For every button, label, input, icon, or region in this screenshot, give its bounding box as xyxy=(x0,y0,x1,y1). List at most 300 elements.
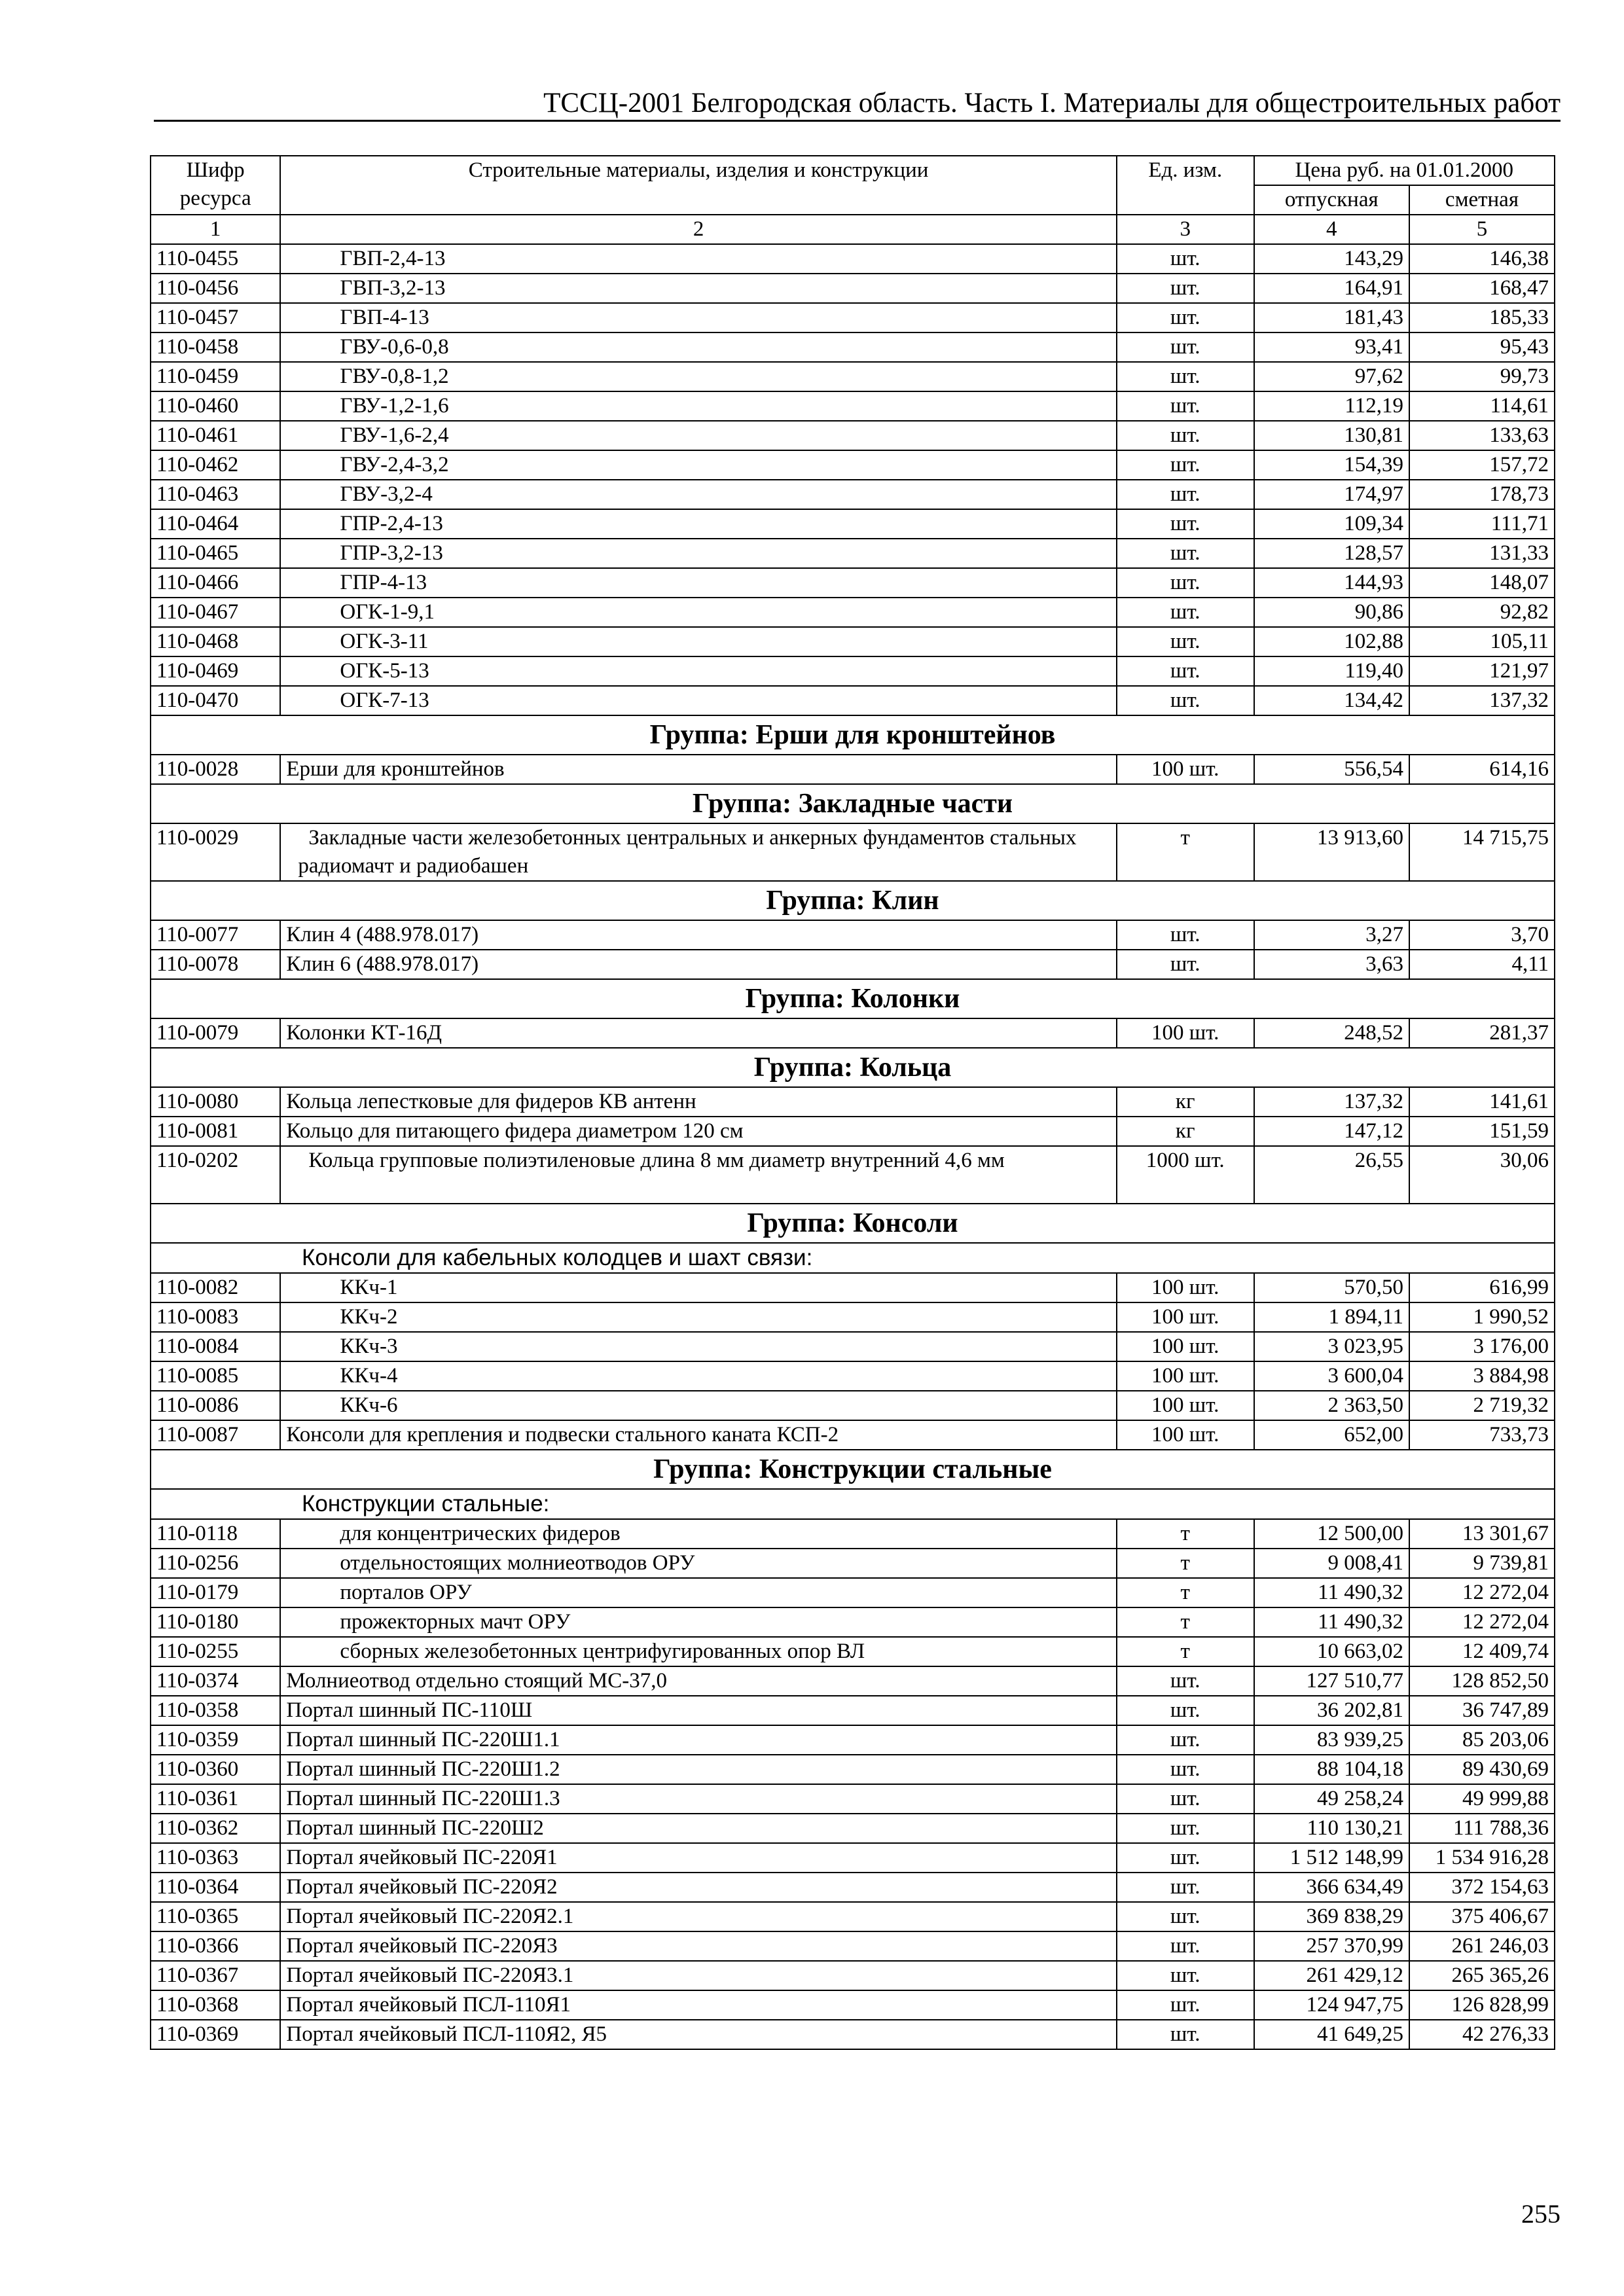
cell-code: 110-0081 xyxy=(151,1117,280,1146)
cell-release-price: 248,52 xyxy=(1254,1018,1409,1048)
cell-code: 110-0087 xyxy=(151,1420,280,1450)
subheading-row xyxy=(151,1489,1555,1519)
cell-code: 110-0460 xyxy=(151,391,280,421)
cell-estimate-price: 49 999,88 xyxy=(1409,1784,1555,1814)
cell-unit: 100 шт. xyxy=(1117,1332,1254,1361)
cell-estimate-price: 157,72 xyxy=(1409,450,1555,480)
cell-code: 110-0078 xyxy=(151,950,280,979)
cell-name: ГВП-3,2-13 xyxy=(280,274,1117,303)
cell-estimate-price: 3,70 xyxy=(1409,920,1555,950)
cell-estimate-price: 733,73 xyxy=(1409,1420,1555,1450)
cell-release-price: 570,50 xyxy=(1254,1273,1409,1302)
cell-name: Клин 4 (488.978.017) xyxy=(280,920,1117,950)
cell-code: 110-0467 xyxy=(151,598,280,627)
cell-unit: шт. xyxy=(1117,1902,1254,1931)
cell-estimate-price: 141,61 xyxy=(1409,1087,1555,1117)
cell-release-price: 90,86 xyxy=(1254,598,1409,627)
group-title: Группа: Конструкции стальные xyxy=(151,1450,1555,1489)
cell-name: ГВУ-2,4-3,2 xyxy=(280,450,1117,480)
cell-unit: 100 шт. xyxy=(1117,1018,1254,1048)
table-header xyxy=(151,156,1555,244)
cell-release-price: 369 838,29 xyxy=(1254,1902,1409,1931)
cell-name: Портал шинный ПС-220Ш1.2 xyxy=(280,1755,1117,1784)
table-row xyxy=(151,1018,1555,1048)
cell-release-price: 102,88 xyxy=(1254,627,1409,656)
header-rule xyxy=(154,120,1561,122)
cell-release-price: 124 947,75 xyxy=(1254,1990,1409,2020)
cell-estimate-price: 375 406,67 xyxy=(1409,1902,1555,1931)
column-number: 2 xyxy=(280,215,1117,244)
cell-estimate-price: 131,33 xyxy=(1409,539,1555,568)
table-row xyxy=(151,1755,1555,1784)
cell-estimate-price: 13 301,67 xyxy=(1409,1519,1555,1549)
cell-release-price: 83 939,25 xyxy=(1254,1725,1409,1755)
cell-estimate-price: 137,32 xyxy=(1409,686,1555,715)
table-row xyxy=(151,1784,1555,1814)
cell-code: 110-0364 xyxy=(151,1873,280,1902)
cell-unit: шт. xyxy=(1117,598,1254,627)
table-row xyxy=(151,1843,1555,1873)
group-row xyxy=(151,1450,1555,1489)
cell-code: 110-0079 xyxy=(151,1018,280,1048)
cell-release-price: 1 894,11 xyxy=(1254,1302,1409,1332)
cell-code: 110-0455 xyxy=(151,244,280,274)
cell-name: ГПР-2,4-13 xyxy=(280,509,1117,539)
cell-estimate-price: 9 739,81 xyxy=(1409,1549,1555,1578)
cell-name: Кольцо для питающего фидера диаметром 120 см xyxy=(280,1117,1117,1146)
cell-code: 110-0358 xyxy=(151,1696,280,1725)
cell-unit: шт. xyxy=(1117,1696,1254,1725)
cell-name: сборных железобетонных центрифугированных опор ВЛ xyxy=(280,1637,1117,1666)
table-row xyxy=(151,1873,1555,1902)
cell-release-price: 26,55 xyxy=(1254,1146,1409,1204)
table-row xyxy=(151,303,1555,332)
cell-estimate-price: 89 430,69 xyxy=(1409,1755,1555,1784)
table-row xyxy=(151,362,1555,391)
cell-code: 110-0470 xyxy=(151,686,280,715)
cell-estimate-price: 133,63 xyxy=(1409,421,1555,450)
cell-unit: шт. xyxy=(1117,1990,1254,2020)
table-row xyxy=(151,1990,1555,2020)
cell-name: Колонки КТ-16Д xyxy=(280,1018,1117,1048)
cell-code: 110-0363 xyxy=(151,1843,280,1873)
group-title: Группа: Консоли xyxy=(151,1204,1555,1243)
table-row xyxy=(151,1725,1555,1755)
group-title: Группа: Кольца xyxy=(151,1048,1555,1087)
group-row xyxy=(151,979,1555,1018)
cell-name: Молниеотвод отдельно стоящий МС-37,0 xyxy=(280,1666,1117,1696)
cell-estimate-price: 111 788,36 xyxy=(1409,1814,1555,1843)
cell-release-price: 261 429,12 xyxy=(1254,1961,1409,1990)
cell-release-price: 3,63 xyxy=(1254,950,1409,979)
cell-unit: шт. xyxy=(1117,1725,1254,1755)
cell-code: 110-0028 xyxy=(151,755,280,784)
group-row xyxy=(151,1204,1555,1243)
cell-code: 110-0086 xyxy=(151,1391,280,1420)
cell-unit: шт. xyxy=(1117,1666,1254,1696)
group-row xyxy=(151,1048,1555,1087)
cell-unit: шт. xyxy=(1117,2020,1254,2049)
cell-name: прожекторных мачт ОРУ xyxy=(280,1607,1117,1637)
cell-unit: 100 шт. xyxy=(1117,1273,1254,1302)
cell-unit: шт. xyxy=(1117,1873,1254,1902)
cell-unit: шт. xyxy=(1117,1961,1254,1990)
cell-estimate-price: 281,37 xyxy=(1409,1018,1555,1048)
cell-unit: шт. xyxy=(1117,627,1254,656)
cell-estimate-price: 95,43 xyxy=(1409,332,1555,362)
cell-estimate-price: 12 272,04 xyxy=(1409,1578,1555,1607)
cell-release-price: 1 512 148,99 xyxy=(1254,1843,1409,1873)
cell-name: ККч-2 xyxy=(280,1302,1117,1332)
table-row xyxy=(151,1273,1555,1302)
table-row xyxy=(151,1696,1555,1725)
cell-name: ГВУ-0,6-0,8 xyxy=(280,332,1117,362)
cell-name: Портал ячейковый ПС-220Я1 xyxy=(280,1843,1117,1873)
cell-release-price: 88 104,18 xyxy=(1254,1755,1409,1784)
table-row xyxy=(151,509,1555,539)
table-row xyxy=(151,2020,1555,2049)
table-row xyxy=(151,1361,1555,1391)
cell-code: 110-0456 xyxy=(151,274,280,303)
cell-release-price: 134,42 xyxy=(1254,686,1409,715)
cell-unit: кг xyxy=(1117,1087,1254,1117)
cell-code: 110-0179 xyxy=(151,1578,280,1607)
column-number: 3 xyxy=(1117,215,1254,244)
cell-release-price: 2 363,50 xyxy=(1254,1391,1409,1420)
cell-unit: шт. xyxy=(1117,303,1254,332)
column-number: 4 xyxy=(1254,215,1409,244)
cell-code: 110-0458 xyxy=(151,332,280,362)
cell-estimate-price: 111,71 xyxy=(1409,509,1555,539)
table-row xyxy=(151,1332,1555,1361)
table-row xyxy=(151,1549,1555,1578)
cell-release-price: 9 008,41 xyxy=(1254,1549,1409,1578)
cell-unit: шт. xyxy=(1117,480,1254,509)
table-row xyxy=(151,274,1555,303)
cell-name: Портал ячейковый ПСЛ-110Я2, Я5 xyxy=(280,2020,1117,2049)
table-body xyxy=(151,244,1555,2049)
cell-release-price: 257 370,99 xyxy=(1254,1931,1409,1961)
cell-unit: шт. xyxy=(1117,1843,1254,1873)
cell-unit: шт. xyxy=(1117,686,1254,715)
cell-estimate-price: 372 154,63 xyxy=(1409,1873,1555,1902)
cell-code: 110-0463 xyxy=(151,480,280,509)
column-number: 1 xyxy=(151,215,280,244)
table-row xyxy=(151,332,1555,362)
table-row xyxy=(151,1117,1555,1146)
cell-estimate-price: 12 409,74 xyxy=(1409,1637,1555,1666)
table-row xyxy=(151,450,1555,480)
cell-code: 110-0368 xyxy=(151,1990,280,2020)
cell-unit: шт. xyxy=(1117,362,1254,391)
cell-code: 110-0118 xyxy=(151,1519,280,1549)
group-row xyxy=(151,881,1555,920)
cell-code: 110-0457 xyxy=(151,303,280,332)
cell-name: Консоли для крепления и подвески стального каната КСП-2 xyxy=(280,1420,1117,1450)
cell-estimate-price: 261 246,03 xyxy=(1409,1931,1555,1961)
cell-name: ОГК-5-13 xyxy=(280,656,1117,686)
cell-release-price: 10 663,02 xyxy=(1254,1637,1409,1666)
cell-code: 110-0202 xyxy=(151,1146,280,1204)
table-row xyxy=(151,1420,1555,1450)
cell-unit: т xyxy=(1117,1637,1254,1666)
table-row xyxy=(151,686,1555,715)
cell-name: отдельностоящих молниеотводов ОРУ xyxy=(280,1549,1117,1578)
table-row xyxy=(151,950,1555,979)
table-row xyxy=(151,920,1555,950)
cell-estimate-price: 42 276,33 xyxy=(1409,2020,1555,2049)
cell-estimate-price: 265 365,26 xyxy=(1409,1961,1555,1990)
subheading-row xyxy=(151,1243,1555,1273)
cell-name: ГПР-4-13 xyxy=(280,568,1117,598)
cell-release-price: 3,27 xyxy=(1254,920,1409,950)
cell-estimate-price: 3 884,98 xyxy=(1409,1361,1555,1391)
cell-unit: т xyxy=(1117,1519,1254,1549)
cell-estimate-price: 105,11 xyxy=(1409,627,1555,656)
cell-unit: кг xyxy=(1117,1117,1254,1146)
cell-code: 110-0366 xyxy=(151,1931,280,1961)
cell-release-price: 652,00 xyxy=(1254,1420,1409,1450)
cell-code: 110-0365 xyxy=(151,1902,280,1931)
subheading-title: Консоли для кабельных колодцев и шахт связи: xyxy=(151,1243,1555,1273)
cell-estimate-price: 12 272,04 xyxy=(1409,1607,1555,1637)
cell-estimate-price: 36 747,89 xyxy=(1409,1696,1555,1725)
cell-name: Портал ячейковый ПС-220Я3.1 xyxy=(280,1961,1117,1990)
cell-estimate-price: 2 719,32 xyxy=(1409,1391,1555,1420)
cell-release-price: 119,40 xyxy=(1254,656,1409,686)
cell-name: Клин 6 (488.978.017) xyxy=(280,950,1117,979)
cell-release-price: 3 023,95 xyxy=(1254,1332,1409,1361)
cell-name: ККч-1 xyxy=(280,1273,1117,1302)
cell-estimate-price: 4,11 xyxy=(1409,950,1555,979)
table-row xyxy=(151,1391,1555,1420)
cell-code: 110-0084 xyxy=(151,1332,280,1361)
cell-release-price: 174,97 xyxy=(1254,480,1409,509)
cell-estimate-price: 128 852,50 xyxy=(1409,1666,1555,1696)
cell-code: 110-0468 xyxy=(151,627,280,656)
cell-estimate-price: 126 828,99 xyxy=(1409,1990,1555,2020)
cell-unit: шт. xyxy=(1117,1931,1254,1961)
cell-name: Кольца лепестковые для фидеров КВ антенн xyxy=(280,1087,1117,1117)
cell-unit: 1000 шт. xyxy=(1117,1146,1254,1204)
cell-release-price: 110 130,21 xyxy=(1254,1814,1409,1843)
table-row xyxy=(151,1087,1555,1117)
cell-release-price: 144,93 xyxy=(1254,568,1409,598)
cell-unit: шт. xyxy=(1117,1784,1254,1814)
cell-estimate-price: 168,47 xyxy=(1409,274,1555,303)
column-number: 5 xyxy=(1409,215,1555,244)
subheading-title: Конструкции стальные: xyxy=(151,1489,1555,1519)
cell-name: ГПР-3,2-13 xyxy=(280,539,1117,568)
group-row xyxy=(151,784,1555,823)
table-row xyxy=(151,598,1555,627)
cell-estimate-price: 30,06 xyxy=(1409,1146,1555,1204)
cell-code: 110-0360 xyxy=(151,1755,280,1784)
cell-unit: шт. xyxy=(1117,391,1254,421)
cell-estimate-price: 1 534 916,28 xyxy=(1409,1843,1555,1873)
cell-release-price: 366 634,49 xyxy=(1254,1873,1409,1902)
group-title: Группа: Колонки xyxy=(151,979,1555,1018)
table-row xyxy=(151,1302,1555,1332)
group-title: Группа: Клин xyxy=(151,881,1555,920)
table-row xyxy=(151,568,1555,598)
cell-name: ККч-4 xyxy=(280,1361,1117,1391)
cell-name: Закладные части железобетонных центральных и анкерных фундаментов стальных радиомачт и радиобашен xyxy=(280,823,1117,881)
table-row xyxy=(151,656,1555,686)
cell-name: ККч-3 xyxy=(280,1332,1117,1361)
cell-name: Портал шинный ПС-220Ш1.1 xyxy=(280,1725,1117,1755)
cell-name: ГВП-2,4-13 xyxy=(280,244,1117,274)
cell-estimate-price: 1 990,52 xyxy=(1409,1302,1555,1332)
cell-unit: шт. xyxy=(1117,274,1254,303)
cell-code: 110-0362 xyxy=(151,1814,280,1843)
header-release-price: отпускная xyxy=(1254,185,1409,215)
table-row xyxy=(151,1637,1555,1666)
header-price: Цена руб. на 01.01.2000 xyxy=(1254,156,1555,185)
cell-name: Ерши для кронштейнов xyxy=(280,755,1117,784)
page-header-title: ТССЦ-2001 Белгородская область. Часть I. Материалы для общестроительных работ xyxy=(543,88,1561,118)
cell-estimate-price: 151,59 xyxy=(1409,1117,1555,1146)
cell-release-price: 164,91 xyxy=(1254,274,1409,303)
cell-name: ОГК-1-9,1 xyxy=(280,598,1117,627)
cell-release-price: 11 490,32 xyxy=(1254,1578,1409,1607)
cell-unit: шт. xyxy=(1117,332,1254,362)
cell-estimate-price: 146,38 xyxy=(1409,244,1555,274)
cell-name: Портал ячейковый ПСЛ-110Я1 xyxy=(280,1990,1117,2020)
cell-estimate-price: 121,97 xyxy=(1409,656,1555,686)
cell-name: ГВУ-0,8-1,2 xyxy=(280,362,1117,391)
cell-name: для концентрических фидеров xyxy=(280,1519,1117,1549)
cell-name: порталов ОРУ xyxy=(280,1578,1117,1607)
table-row xyxy=(151,244,1555,274)
cell-release-price: 11 490,32 xyxy=(1254,1607,1409,1637)
header-code: Шифр ресурса xyxy=(151,156,280,215)
cell-release-price: 181,43 xyxy=(1254,303,1409,332)
cell-name: Портал ячейковый ПС-220Я2.1 xyxy=(280,1902,1117,1931)
cell-name: ККч-6 xyxy=(280,1391,1117,1420)
group-title: Группа: Закладные части xyxy=(151,784,1555,823)
cell-code: 110-0461 xyxy=(151,421,280,450)
cell-name: ОГК-7-13 xyxy=(280,686,1117,715)
cell-code: 110-0077 xyxy=(151,920,280,950)
cell-code: 110-0466 xyxy=(151,568,280,598)
cell-code: 110-0462 xyxy=(151,450,280,480)
table-row xyxy=(151,1814,1555,1843)
cell-unit: 100 шт. xyxy=(1117,1361,1254,1391)
table-row xyxy=(151,1931,1555,1961)
cell-estimate-price: 99,73 xyxy=(1409,362,1555,391)
table-row xyxy=(151,391,1555,421)
cell-estimate-price: 114,61 xyxy=(1409,391,1555,421)
cell-estimate-price: 3 176,00 xyxy=(1409,1332,1555,1361)
table-row xyxy=(151,421,1555,450)
cell-unit: шт. xyxy=(1117,656,1254,686)
cell-unit: 100 шт. xyxy=(1117,1302,1254,1332)
cell-code: 110-0255 xyxy=(151,1637,280,1666)
cell-release-price: 154,39 xyxy=(1254,450,1409,480)
cell-unit: шт. xyxy=(1117,920,1254,950)
cell-name: Портал шинный ПС-110Ш xyxy=(280,1696,1117,1725)
cell-release-price: 3 600,04 xyxy=(1254,1361,1409,1391)
cell-estimate-price: 614,16 xyxy=(1409,755,1555,784)
cell-release-price: 147,12 xyxy=(1254,1117,1409,1146)
cell-code: 110-0361 xyxy=(151,1784,280,1814)
price-table xyxy=(150,155,1555,2050)
cell-name: Кольца групповые полиэтиленовые длина 8 мм диаметр внутренний 4,6 мм xyxy=(280,1146,1117,1204)
cell-release-price: 143,29 xyxy=(1254,244,1409,274)
group-title: Группа: Ерши для кронштейнов xyxy=(151,715,1555,755)
cell-unit: шт. xyxy=(1117,568,1254,598)
cell-code: 110-0082 xyxy=(151,1273,280,1302)
cell-code: 110-0359 xyxy=(151,1725,280,1755)
table-row xyxy=(151,755,1555,784)
table-row xyxy=(151,1902,1555,1931)
cell-release-price: 109,34 xyxy=(1254,509,1409,539)
cell-release-price: 130,81 xyxy=(1254,421,1409,450)
cell-code: 110-0080 xyxy=(151,1087,280,1117)
cell-estimate-price: 616,99 xyxy=(1409,1273,1555,1302)
cell-release-price: 112,19 xyxy=(1254,391,1409,421)
cell-code: 110-0465 xyxy=(151,539,280,568)
cell-release-price: 137,32 xyxy=(1254,1087,1409,1117)
cell-estimate-price: 178,73 xyxy=(1409,480,1555,509)
table-row xyxy=(151,1666,1555,1696)
cell-unit: т xyxy=(1117,1607,1254,1637)
cell-release-price: 36 202,81 xyxy=(1254,1696,1409,1725)
page-number: 255 xyxy=(1521,2199,1561,2229)
cell-release-price: 556,54 xyxy=(1254,755,1409,784)
cell-estimate-price: 85 203,06 xyxy=(1409,1725,1555,1755)
cell-code: 110-0256 xyxy=(151,1549,280,1578)
cell-code: 110-0459 xyxy=(151,362,280,391)
cell-unit: шт. xyxy=(1117,539,1254,568)
cell-code: 110-0469 xyxy=(151,656,280,686)
table-row xyxy=(151,1607,1555,1637)
cell-unit: 100 шт. xyxy=(1117,1420,1254,1450)
table-row xyxy=(151,1961,1555,1990)
cell-unit: шт. xyxy=(1117,1814,1254,1843)
header-name: Строительные материалы, изделия и конструкции xyxy=(280,156,1117,215)
cell-unit: шт. xyxy=(1117,421,1254,450)
cell-code: 110-0029 xyxy=(151,823,280,881)
cell-code: 110-0083 xyxy=(151,1302,280,1332)
cell-name: Портал ячейковый ПС-220Я2 xyxy=(280,1873,1117,1902)
cell-name: ГВУ-3,2-4 xyxy=(280,480,1117,509)
cell-estimate-price: 92,82 xyxy=(1409,598,1555,627)
cell-name: Портал шинный ПС-220Ш1.3 xyxy=(280,1784,1117,1814)
cell-release-price: 13 913,60 xyxy=(1254,823,1409,881)
cell-unit: шт. xyxy=(1117,450,1254,480)
cell-unit: т xyxy=(1117,1578,1254,1607)
cell-name: ОГК-3-11 xyxy=(280,627,1117,656)
cell-estimate-price: 14 715,75 xyxy=(1409,823,1555,881)
cell-name: ГВУ-1,6-2,4 xyxy=(280,421,1117,450)
cell-release-price: 41 649,25 xyxy=(1254,2020,1409,2049)
cell-release-price: 12 500,00 xyxy=(1254,1519,1409,1549)
cell-code: 110-0464 xyxy=(151,509,280,539)
cell-unit: шт. xyxy=(1117,244,1254,274)
cell-unit: шт. xyxy=(1117,509,1254,539)
cell-estimate-price: 185,33 xyxy=(1409,303,1555,332)
cell-release-price: 49 258,24 xyxy=(1254,1784,1409,1814)
cell-name: Портал ячейковый ПС-220Я3 xyxy=(280,1931,1117,1961)
cell-name: ГВУ-1,2-1,6 xyxy=(280,391,1117,421)
table-row xyxy=(151,627,1555,656)
cell-unit: шт. xyxy=(1117,1755,1254,1784)
cell-code: 110-0374 xyxy=(151,1666,280,1696)
table-row xyxy=(151,1519,1555,1549)
cell-release-price: 97,62 xyxy=(1254,362,1409,391)
